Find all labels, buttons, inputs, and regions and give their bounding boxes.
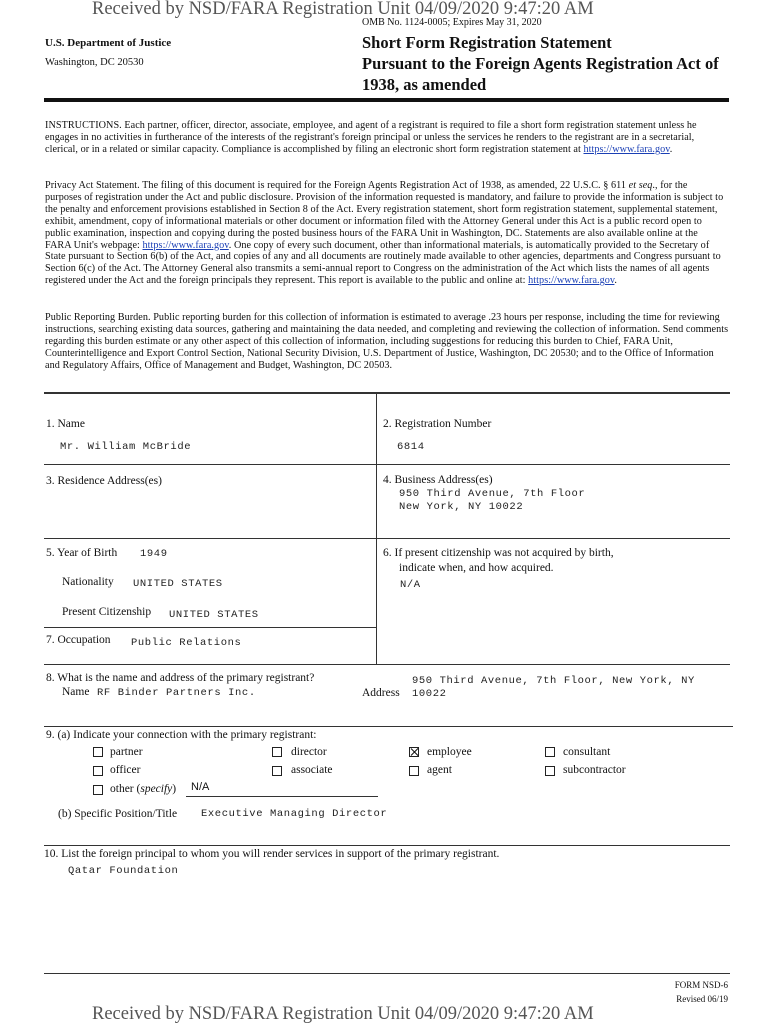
received-stamp-bottom: Received by NSD/FARA Registration Unit 04/09/2020 9:47:20 AM — [92, 1004, 594, 1024]
privacy-text-4: . — [614, 275, 618, 287]
form-revised-text: Revised 06/19 — [676, 994, 728, 1004]
citizenship-label: Present Citizenship — [62, 606, 152, 618]
consultant-checkbox[interactable] — [545, 747, 555, 757]
privacy-text-1: Privacy Act Statement. The filing of this document is required for the Foreign Agents Registration Act of 1938, as amended, 22 U.S.C. § 611 — [45, 180, 629, 191]
director-checkbox[interactable] — [272, 747, 282, 757]
business-address-line-2: New York, NY 10022 — [399, 501, 524, 513]
officer-option-label: officer — [110, 764, 141, 776]
q8-name-label: Name — [62, 686, 90, 698]
q9b-value: Executive Managing Director — [201, 808, 388, 820]
other-specify-value: N/A — [191, 781, 210, 793]
nationality-label: Nationality — [62, 576, 114, 588]
form-number-text: FORM NSD-6 — [674, 980, 728, 990]
associate-option-label: associate — [291, 764, 333, 776]
other-prefix: other ( — [110, 783, 141, 795]
header-rule — [44, 98, 729, 102]
row-rule-4 — [44, 664, 730, 665]
name-value: Mr. William McBride — [60, 441, 192, 453]
row-rule-1 — [44, 464, 730, 465]
q10-value: Qatar Foundation — [68, 865, 179, 877]
row-rule-5 — [44, 726, 733, 727]
other-option-label — [110, 783, 176, 795]
q8-address-label: Address — [362, 687, 400, 699]
q8-name-value: RF Binder Partners Inc. — [97, 687, 256, 699]
other-specify: specify — [140, 783, 173, 795]
form-divider — [376, 393, 377, 664]
associate-checkbox[interactable] — [272, 766, 282, 776]
fara-link-privacy-2[interactable]: https://www.fara.gov — [528, 275, 615, 287]
subcontractor-option-label: subcontractor — [563, 764, 626, 776]
title-line-2: Pursuant to the Foreign Agents Registration Act of — [362, 54, 719, 73]
occupation-label: 7. Occupation — [46, 634, 111, 646]
registration-number-label: 2. Registration Number — [383, 418, 492, 430]
citizenship-value: UNITED STATES — [169, 609, 259, 621]
form-title — [362, 32, 719, 95]
form-number — [675, 978, 728, 1006]
occupation-value: Public Relations — [131, 637, 242, 649]
q9-label: 9. (a) Indicate your connection with the primary registrant: — [46, 729, 317, 741]
burden-paragraph: Public Reporting Burden. Public reporting burden for this collection of information is estimated to average .23 hours per response, including the time for reviewing instructions, searching existing data sources, gathering and maintaining the data needed, and completing and reviewing the collection of information. Send comments regarding this burden estimate or any other aspect of this collection of information, including suggestions for reducing this burden to Chief, FARA Unit, Counterintelligence and Export Control Section, National Security Division, U.S. Department of Justice, Washington, DC 20530; and to the Office of Information and Regulatory Affairs, Office of Management and Budget, Washington, DC 20503. — [45, 312, 729, 371]
subcontractor-checkbox[interactable] — [545, 766, 555, 776]
omb-number: OMB No. 1124-0005; Expires May 31, 2020 — [362, 17, 542, 28]
partner-checkbox[interactable] — [93, 747, 103, 757]
privacy-act-paragraph — [45, 180, 725, 287]
q8-address-line-2: 10022 — [412, 688, 447, 700]
department-city: Washington, DC 20530 — [45, 57, 144, 68]
registration-number-value: 6814 — [397, 441, 425, 453]
q8-label: 8. What is the name and address of the primary registrant? — [46, 672, 315, 684]
row-rule-6 — [44, 845, 730, 846]
instructions-paragraph — [45, 120, 725, 156]
fara-link-instructions[interactable]: https://www.fara.gov — [583, 143, 670, 155]
q8-address-line-1: 950 Third Avenue, 7th Floor, New York, NY — [412, 675, 695, 687]
agent-checkbox[interactable] — [409, 766, 419, 776]
director-option-label: director — [291, 746, 327, 758]
agent-option-label: agent — [427, 764, 452, 776]
q6-value: N/A — [400, 579, 421, 591]
q10-label: 10. List the foreign principal to whom you will render services in support of the primary registrant. — [44, 848, 500, 860]
row-rule-2 — [44, 538, 730, 539]
received-stamp-top: Received by NSD/FARA Registration Unit 04/09/2020 9:47:20 AM — [92, 0, 594, 19]
business-address-label: 4. Business Address(es) — [383, 474, 493, 486]
title-line-3: 1938, as amended — [362, 75, 487, 94]
employee-option-label: employee — [427, 746, 472, 758]
form-top-rule — [44, 392, 730, 394]
employee-checkbox[interactable] — [409, 747, 419, 757]
other-checkbox[interactable] — [93, 785, 103, 795]
title-line-1: Short Form Registration Statement — [362, 33, 612, 52]
form-bottom-rule — [44, 973, 730, 974]
name-label: 1. Name — [46, 418, 85, 430]
department-name: U.S. Department of Justice — [45, 37, 172, 49]
row-rule-3 — [44, 627, 377, 628]
privacy-et-seq: et seq — [628, 180, 653, 191]
q9b-label: (b) Specific Position/Title — [58, 808, 178, 820]
privacy-text-3: . One copy of every such document, other than informational materials, is automatically provided to the Secretary of State pursuant to Section 6(b) of the Act, and copies of any and all documents are routinely made available to other agencies, departments and Congress pursuant to Section 6(c) of the Act. The Attorney General also transmits a semi-annual report to Congress on the administration of the Act which lists the names of all agents registered under the Act and the foreign principals they represent. This report is available to the public and online at: — [45, 239, 721, 287]
instructions-text: INSTRUCTIONS. Each partner, officer, director, associate, employee, and agent of a registrant is required to file a short form registration statement unless he engages in no activities in furtherance of the interests of the registrant's foreign principal or unless the services he renders to the registrant are in a secretarial, clerical, or in a related or similar capacity. Compliance is accomplished by filing an electronic short form registration statement at — [45, 120, 697, 155]
q6-label-line-1: 6. If present citizenship was not acquired by birth, — [383, 547, 614, 559]
other-suffix: ) — [172, 783, 177, 795]
year-of-birth-value: 1949 — [140, 548, 168, 560]
nationality-value: UNITED STATES — [133, 578, 223, 590]
privacy-text-2: ., for the purposes of registration under the Act and public disclosure. Provision of the information requested is mandatory, and failure to provide the information is subject to the penalty and enforcement provisions established in Section 8 of the Act. Every registration statement, short form registration statement, supplemental statement, exhibit, amendment, copy of informational materials or other document or information filed with the Attorney General under this Act is a public record open to public examination, inspection and copying during the posted business hours of the FARA Unit in Washington, DC. Statements are also available online at the FARA Unit's webpage: — [45, 180, 724, 251]
q6-label-line-2: indicate when, and how acquired. — [399, 562, 554, 574]
instructions-end: . — [669, 143, 673, 155]
business-address-line-1: 950 Third Avenue, 7th Floor — [399, 488, 586, 500]
year-of-birth-label: 5. Year of Birth — [46, 547, 118, 559]
officer-checkbox[interactable] — [93, 766, 103, 776]
consultant-option-label: consultant — [563, 746, 611, 758]
partner-option-label: partner — [110, 746, 143, 758]
other-specify-field[interactable] — [186, 783, 378, 797]
fara-link-privacy-1[interactable]: https://www.fara.gov — [142, 239, 229, 251]
residence-address-label: 3. Residence Address(es) — [46, 475, 162, 487]
